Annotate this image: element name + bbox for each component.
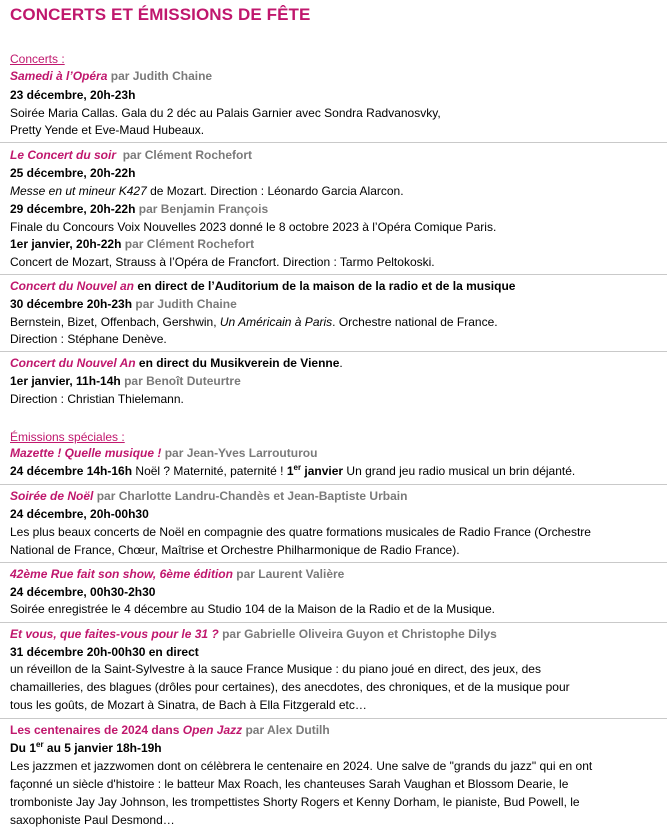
- entry-date: 31 décembre 20h-00h30 en direct: [10, 645, 199, 659]
- entry-description: un réveillon de la Saint-Sylvestre à la sauce France Musique : du piano joué en direct, des jeux, des: [10, 662, 541, 676]
- entry-heading-nouvel-an-vienne: [10, 355, 343, 372]
- venue: en direct du Musikverein de Vienne: [138, 356, 340, 370]
- entry-date: 24 décembre, 00h30-2h30: [10, 585, 156, 599]
- entry-heading-42eme-rue: [10, 566, 344, 583]
- entry-date: 1er janvier, 20h-22h: [10, 237, 122, 251]
- entry-description: Soirée enregistrée le 4 décembre au Studio 104 de la Maison de la Radio et de la Musique.: [10, 602, 495, 616]
- venue: en direct de l’Auditorium de la maison de la radio et de la musique: [137, 279, 516, 293]
- entry-date-line: [10, 236, 254, 253]
- section-heading-emissions: Émissions spéciales :: [10, 430, 125, 444]
- entry-date-line: [10, 201, 268, 218]
- entry-description: Finale du Concours Voix Nouvelles 2023 donné le 8 octobre 2023 à l’Opéra Comique Paris.: [10, 220, 497, 234]
- entry-date: 30 décembre 20h-23h: [10, 297, 133, 311]
- entry-description: saxophoniste Paul Desmond…: [10, 813, 175, 827]
- entry-date: 23 décembre, 20h-23h: [10, 88, 136, 102]
- show-title: Et vous, que faites-vous pour le 31 ?: [10, 627, 219, 641]
- show-title: Soirée de Noël: [10, 489, 94, 503]
- show-title: Concert du Nouvel an: [10, 279, 135, 293]
- text: .: [339, 356, 343, 370]
- entry-heading-opera: [10, 68, 212, 85]
- entry-heading-concert-du-soir: [10, 147, 252, 164]
- show-title: Samedi à l’Opéra: [10, 69, 108, 83]
- entry-heading-mazette: [10, 445, 317, 462]
- separator: [0, 142, 667, 143]
- text: Du 1: [10, 741, 37, 755]
- entry-description: tous les goûts, de Mozart à Sinatra, de Bach à Ella Fitzgerald etc…: [10, 698, 367, 712]
- host: par Gabrielle Oliveira Guyon et Christophe Dilys: [222, 627, 497, 641]
- text: er: [293, 463, 302, 472]
- show-title: 42ème Rue fait son show, 6ème édition: [10, 567, 233, 581]
- host: par Jean-Yves Larrouturou: [164, 446, 318, 460]
- entry-heading-centenaires: [10, 722, 330, 739]
- entry-description: [10, 314, 498, 331]
- entry-heading-soiree-noel: [10, 488, 407, 505]
- entry-description: chamailleries, des blagues (drôles pour certaines), des anecdotes, des chroniques, et de la musique pour: [10, 680, 570, 694]
- text: janvier: [301, 464, 344, 478]
- show-title: Les centenaires de 2024 dans: [10, 723, 183, 737]
- host: par Laurent Valière: [236, 567, 345, 581]
- separator: [0, 622, 667, 623]
- entry-date: 1er janvier, 11h-14h: [10, 374, 121, 388]
- entry-date: 25 décembre, 20h-22h: [10, 166, 136, 180]
- entry-heading-et-vous-31: [10, 626, 497, 643]
- text: Noël ? Maternité, paternité !: [132, 464, 287, 478]
- host: par Alex Dutilh: [245, 723, 330, 737]
- entry-description: [10, 183, 404, 200]
- show-title: Le Concert du soir: [10, 148, 117, 162]
- entry-description: Les plus beaux concerts de Noël en compagnie des quatre formations musicales de Radio France (Orchestre: [10, 525, 591, 539]
- show-title: Mazette ! Quelle musique !: [10, 446, 162, 460]
- separator: [0, 562, 667, 563]
- entry-description: [10, 463, 575, 480]
- host: par Judith Chaine: [110, 69, 213, 83]
- separator: [0, 351, 667, 352]
- entry-description: Les jazzmen et jazzwomen dont on célèbrera le centenaire en 2024. Une salve de "grands du jazz" qui en ont: [10, 759, 593, 773]
- text: de Mozart. Direction : Léonardo Garcia Alarcon.: [146, 184, 404, 198]
- text: Un grand jeu radio musical un brin déjanté.: [343, 464, 576, 478]
- entry-date-line: [10, 373, 241, 390]
- separator: [0, 718, 667, 719]
- entry-description: Concert de Mozart, Strauss à l’Opéra de Francfort. Direction : Tarmo Peltokoski.: [10, 255, 435, 269]
- entry-date: 24 décembre, 20h-00h30: [10, 507, 149, 521]
- entry-description: façonné un siècle d'histoire : le batteur Max Roach, les chanteuses Sarah Vaughan et Blossom Dearie, le: [10, 777, 569, 791]
- entry-date: [10, 740, 162, 757]
- show-title-italic: Open Jazz: [182, 723, 243, 737]
- text: 1: [286, 464, 294, 478]
- text: . Orchestre national de France.: [332, 315, 498, 329]
- host: par Charlotte Landru-Chandès et Jean-Baptiste Urbain: [96, 489, 408, 503]
- text: au 5 janvier 18h-19h: [43, 741, 162, 755]
- entry-heading-nouvel-an-radio: [10, 278, 515, 295]
- section-heading-concerts: Concerts :: [10, 52, 65, 66]
- show-title: Concert du Nouvel An: [10, 356, 136, 370]
- page-title: CONCERTS ET ÉMISSIONS DE FÊTE: [10, 5, 311, 24]
- text: er: [36, 740, 44, 749]
- host: par Benoît Duteurtre: [124, 374, 241, 388]
- separator: [0, 274, 667, 275]
- host: par Clément Rochefort: [122, 148, 253, 162]
- entry-description: National de France, Chœur, Maîtrise et Orchestre Philharmonique de Radio France).: [10, 543, 460, 557]
- separator: [0, 484, 667, 485]
- entry-description: Pretty Yende et Eve-Maud Hubeaux.: [10, 123, 205, 137]
- work-title: Messe en ut mineur K427: [10, 184, 147, 198]
- entry-description: Direction : Stéphane Denève.: [10, 332, 167, 346]
- entry-description: tromboniste Jay Jay Johnson, les trompettistes Shorty Rogers et Kenny Dorham, le pianiste, Bud Powell, le: [10, 795, 580, 809]
- entry-date-line: [10, 296, 237, 313]
- host: par Benjamin François: [138, 202, 269, 216]
- work-title: Un Américain à Paris: [219, 315, 333, 329]
- host: par Judith Chaine: [135, 297, 237, 311]
- entry-date: 24 décembre 14h-16h: [10, 464, 133, 478]
- entry-date: 29 décembre, 20h-22h: [10, 202, 136, 216]
- entry-description: Soirée Maria Callas. Gala du 2 déc au Palais Garnier avec Sondra Radvanosvky,: [10, 106, 441, 120]
- host: par Clément Rochefort: [124, 237, 255, 251]
- entry-description: Direction : Christian Thielemann.: [10, 392, 184, 406]
- text: Bernstein, Bizet, Offenbach, Gershwin,: [10, 315, 220, 329]
